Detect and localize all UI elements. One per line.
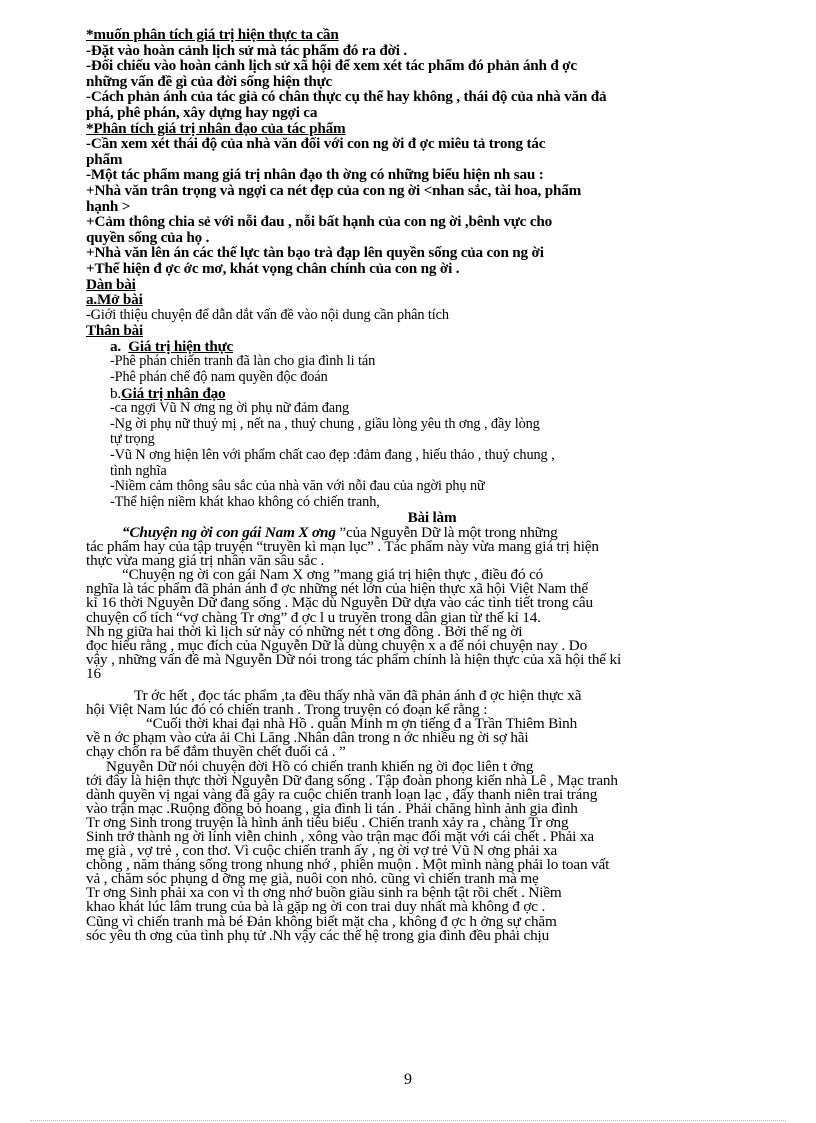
section2-line: -Cần xem xét thái độ của nhà văn đối với con ng ời đ ợc miêu tả trong tác — [86, 135, 546, 153]
section2-line: +Thể hiện đ ợc ớc mơ, khát vọng chân chính của con ng ời . — [86, 259, 460, 277]
intro-heading: a.Mở bài — [86, 291, 143, 309]
essay-paragraph-line: tác phẩm hay của tập truyện “truyền kì mạn lục” . Tác phẩm này vừa mang giá trị hiện — [86, 538, 599, 556]
page-bottom-border — [30, 1120, 786, 1121]
body-heading: Thân bài — [86, 322, 144, 340]
essay-paragraph-line: “Chuyện ng ời con gái Nam X ơng ”của Nguyễn Dữ là một trong những — [122, 524, 558, 541]
essay-title: Bài làm — [407, 509, 457, 527]
essay-paragraph-line: chuyện cổ tích “vợ chàng Tr ơng” đ ợc l u truyền trong dân gian từ thế kỉ 14. — [86, 608, 541, 626]
outline-item: tình nghĩa — [110, 462, 167, 479]
essay-paragraph-line: Sinh trở thành ng ời lính viễn chinh , xông vào trận mạc đối mặt với cái chết . Phải xa — [86, 827, 594, 845]
outline-title: Dàn bài — [86, 275, 136, 293]
quote-line: về n ớc phạm vào cửa ải Chi Lăng .Nhân dân trong n ớc nhiều ng ời sợ hãi — [86, 729, 529, 747]
outline-item: -ca ngợi Vũ N ơng ng ời phụ nữ đảm đang — [110, 400, 350, 417]
essay-paragraph-line: hội Việt Nam lúc đó có chiến tranh . Trong truyện có đoạn kể rằng : — [86, 701, 488, 719]
outline-item: -Phê phán chiến tranh đã làn cho gia đình li tán — [110, 353, 376, 370]
quote-line: “Cuối thời khai đại nhà Hồ . quân Minh m ợn tiếng đ a Trần Thiêm Bình — [146, 715, 578, 733]
essay-paragraph-line: Nh ng giữa hai thời kì lịch sử này có những nét t ơng đồng . Bởi thế ng ời — [86, 622, 523, 640]
section2-line: +Nhà văn lên án các thế lực tàn bạo trà đạp lên quyền sống của con ng ời — [86, 244, 544, 262]
document-page — [86, 27, 778, 943]
essay-paragraph-line: vả , chăm sóc phụng d ỡng mẹ già, nuôi con nhỏ. cũng vì chiến tranh mà mẹ — [86, 870, 539, 888]
essay-paragraph-line: Tr ơng Sinh phải xa con vì th ơng nhớ buồn giầu sinh ra bệnh tật rồi chết . Niềm — [86, 884, 562, 902]
subheading-realism-value: a. Giá trị hiện thực — [110, 337, 234, 355]
essay-paragraph-line: Tr ớc hết , đọc tác phẩm ,ta đều thấy nhà văn đã phản ánh đ ợc hiện thực xã — [134, 687, 582, 705]
section2-line: -Một tác phẩm mang giá trị nhân đạo th ờng có những biểu hiện nh sau : — [86, 166, 544, 184]
outline-item: -Niềm cảm thông sâu sắc của nhà văn với nỗi đau của ngời phụ nữ — [110, 478, 485, 495]
essay-paragraph-line: 16 — [86, 664, 101, 682]
page-number: 9 — [404, 1071, 412, 1088]
outline-item: -Ng ời phụ nữ thuỷ mị , nết na , thuỷ chung , giầu lòng yêu th ơng , đầy lòng — [110, 415, 540, 432]
outline-item: tự trọng — [110, 431, 155, 448]
essay-paragraph-line: mẹ già , vợ trẻ , con thơ. Vì cuộc chiến tranh ấy , ng ời vợ trẻ Vũ N ơng phải xa — [86, 842, 558, 860]
essay-paragraph-line: sóc yêu th ơng của tình phụ tử .Nh vậy các thế hệ trong gia đình đều phải chịu — [86, 926, 550, 944]
essay-paragraph-line: tới đây là hiện thực thời Nguyễn Dữ đang sống . Tập đoàn phong kiến nhà Lê , Mạc tranh — [86, 771, 618, 789]
essay-paragraph-line: “Chuyện ng ời con gái Nam X ơng ”mang giá trị hiện thực , điều đó có — [122, 566, 544, 584]
essay-paragraph-line: chồng , năm tháng sống trong nhung nhớ , phiền muộn . Một mình nàng phải lo toan vất — [86, 856, 610, 874]
essay-paragraph-line: kỉ 16 thời Nguyễn Dữ đang sống . Mặc dù Nguyễn Dữ dựa vào các tình tiết trong câu — [86, 594, 593, 612]
heading-humanism-analysis: *Phân tích giá trị nhân đạo của tác phẩm — [86, 119, 346, 137]
essay-paragraph-line: Cũng vì chiến tranh mà bé Đản không biết mặt cha , không đ ợc h ởng sự chăm — [86, 912, 557, 930]
section1-line: phá, phê phán, xây dựng hay ngợi ca — [86, 103, 318, 121]
essay-paragraph-line: thực vừa mang giá trị nhân văn sâu sắc . — [86, 552, 325, 570]
section1-line: -Đối chiếu vào hoàn cảnh lịch sử xã hội để xem xét tác phẩm đó phản ánh đ ợc — [86, 57, 577, 75]
essay-paragraph-line: khao khát lúc lâm trung của bà là gặp ng ời con trai duy nhất mà không đ ợc . — [86, 898, 546, 916]
essay-paragraph-line: nghĩa là tác phẩm đã phản ánh đ ợc những nét lớn của hiện thực xã hội Việt Nam thế — [86, 580, 588, 598]
section1-line: những vấn đề gì của đời sống hiện thực — [86, 72, 333, 90]
outline-item: -Vũ N ơng hiện lên với phẩm chất cao đẹp :đảm đang , hiếu thảo , thuỷ chung , — [110, 447, 555, 464]
section1-line: -Đặt vào hoàn cảnh lịch sử mà tác phẩm đó ra đời . — [86, 41, 408, 59]
section2-line: hạnh > — [86, 197, 131, 215]
essay-paragraph-line: Tr ơng Sinh trong truyện là hình ảnh tiêu biểu . Chiến tranh xảy ra , chàng Tr ơng — [86, 813, 569, 831]
essay-paragraph-line: dành quyền vị ngai vàng đã gây ra cuộc chiến tranh loạn lạc , đẩy thanh niên trai tráng — [86, 785, 598, 803]
essay-paragraph-line: Nguyễn Dữ nói chuyện đời Hồ có chiến tranh khiến ng ời đọc liên t ởng — [106, 757, 534, 775]
essay-paragraph-line: đọc hiểu rằng , mục đích của Nguyễn Dữ là dùng chuyện x a để nói chuyện nay . Do — [86, 636, 588, 654]
outline-item: -Phê phán chế độ nam quyền độc đoán — [110, 369, 328, 386]
section2-line: +Cảm thông chia sẻ với nỗi đau , nỗi bất hạnh của con ng ời ,bênh vực cho — [86, 213, 553, 231]
section2-line: quyền sống của họ . — [86, 228, 210, 246]
section2-line: phẩm — [86, 150, 123, 168]
section2-line: +Nhà văn trân trọng và ngợi ca nét đẹp của con ng ời <nhan sắc, tài hoa, phẩm — [86, 181, 582, 199]
outline-item: -Thể hiện niềm khát khao không có chiến tranh, — [110, 493, 380, 510]
essay-paragraph-line: vậy , những vấn đề mà Nguyễn Dữ nói trong tác phẩm chính là hiện thực của xã hội thế kỉ — [86, 650, 622, 668]
essay-paragraph-line: vào trận mạc .Ruộng đồng bỏ hoang , gia đình li tán . Phải chăng hình ảnh gia đình — [86, 799, 578, 817]
section1-line: -Cách phản ánh của tác giả có chân thực cụ thể hay không , thái độ của nhà văn đả — [86, 88, 607, 106]
quote-line: chạy chốn ra bể đắm thuyền chết đuối cả . ” — [86, 743, 346, 761]
intro-text: -Giới thiệu chuyện để dẫn dắt vấn đề vào nội dung cần phân tích — [86, 306, 449, 323]
heading-realism-analysis: *muốn phân tích giá trị hiện thực ta cần — [86, 26, 339, 43]
subheading-humanism-value: b.Giá trị nhân đạo — [110, 384, 226, 402]
